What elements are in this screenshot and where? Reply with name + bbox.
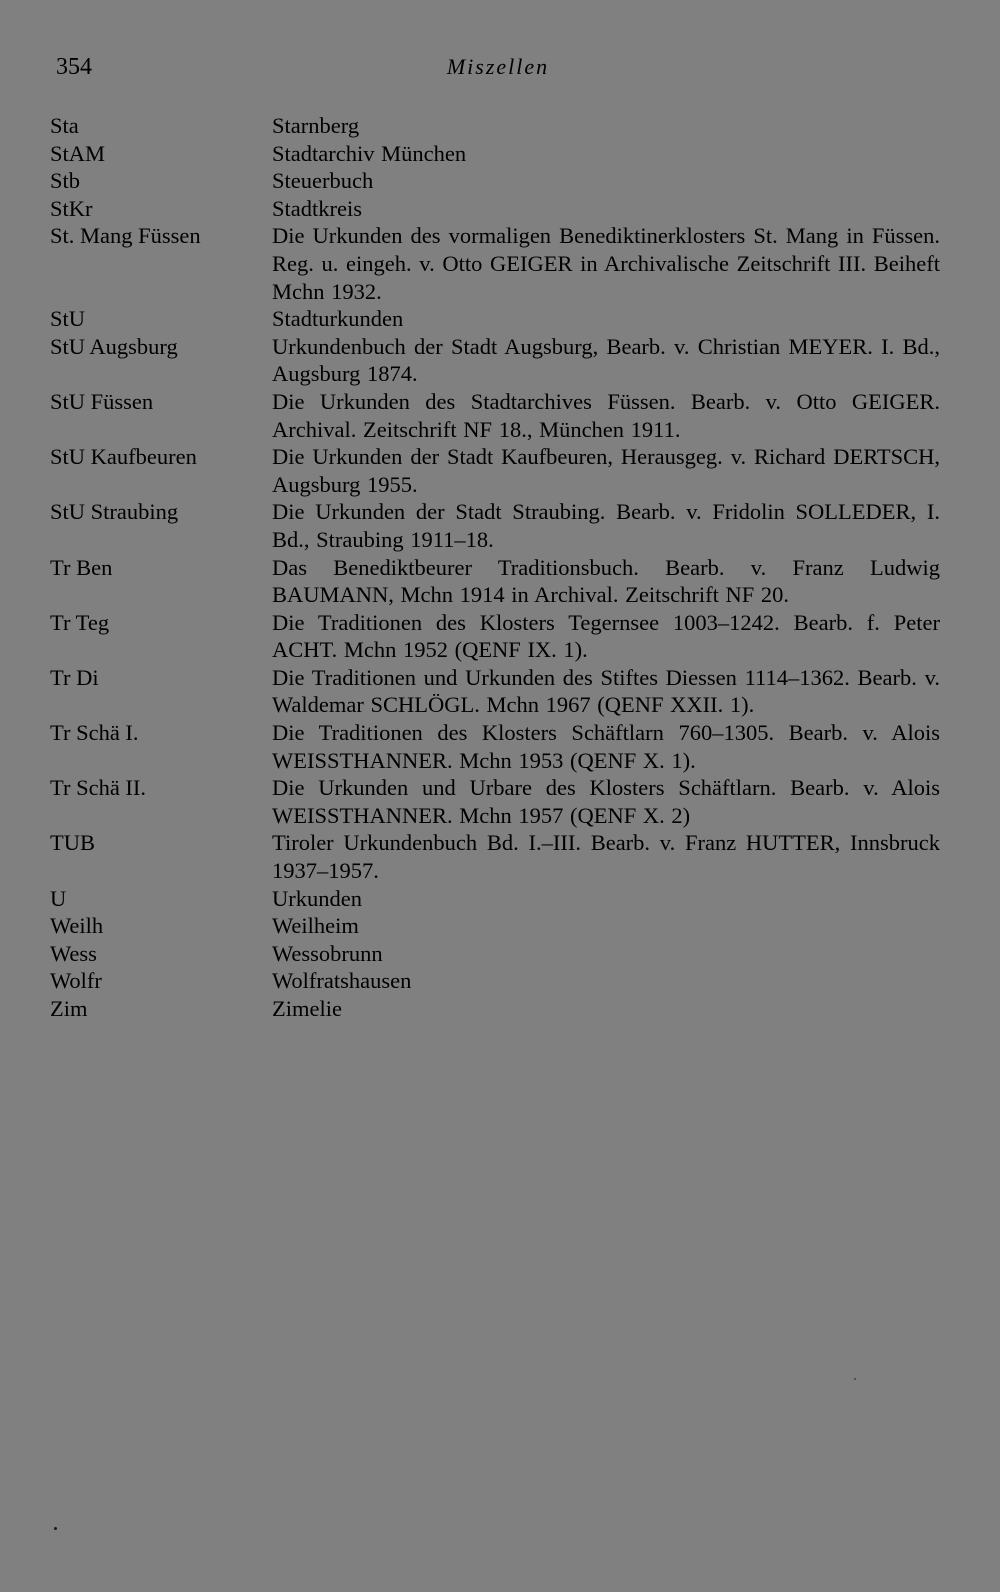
description: Die Urkunden der Stadt Kaufbeuren, Herausgeg. v. Richard DERTSCH, Augsburg 1955. [272, 444, 940, 497]
list-item [50, 912, 940, 940]
description: Starnberg [272, 113, 360, 138]
description: Wessobrunn [272, 940, 383, 966]
abbreviation: Wess [50, 940, 97, 966]
list-item [50, 195, 940, 223]
abbreviation: Weilh [50, 913, 104, 939]
abbreviation: Sta [50, 113, 79, 138]
abbreviation: St. Mang Füssen [50, 223, 201, 249]
description: Stadtarchiv München [272, 140, 467, 166]
description: Zimelie [272, 996, 342, 1021]
page-header [56, 54, 940, 88]
abbreviation: Zim [50, 996, 88, 1021]
list-item [50, 305, 940, 333]
description: Weilheim [272, 913, 359, 939]
list-item [50, 940, 940, 968]
abbreviation: StU Kaufbeuren [50, 444, 197, 470]
list-item [50, 140, 940, 168]
abbreviation: StU Straubing [50, 499, 179, 525]
abbreviation: StU Augsburg [50, 333, 178, 359]
description: Urkunden [272, 885, 362, 911]
list-item [50, 498, 940, 553]
abbreviation: StU Füssen [50, 388, 154, 414]
list-item [50, 609, 940, 664]
list-item [50, 967, 940, 995]
description: Die Urkunden des vormaligen Benediktinerklosters St. Mang in Füssen. Reg. u. eingeh. v. Otto GEIGER in Archivalische Zeitschrift III. Beiheft Mchn 1932. [272, 223, 940, 304]
description: Das Benediktbeurer Traditionsbuch. Bearb. v. Franz Ludwig BAUMANN, Mchn 1914 in Archival. Zeitschrift NF 20. [272, 554, 940, 608]
running-title: Miszellen [446, 54, 550, 79]
list-item [50, 443, 940, 498]
scan-speck [854, 1378, 856, 1380]
list-item [50, 388, 940, 443]
description: Stadtkreis [272, 195, 362, 221]
abbreviation: Tr Schä II. [50, 775, 147, 801]
abbreviation: TUB [50, 830, 95, 856]
abbreviation: Tr Di [50, 664, 99, 690]
description: Die Urkunden der Stadt Straubing. Bearb. v. Fridolin SOLLEDER, I. Bd., Straubing 1911–18. [272, 499, 940, 552]
abbreviation: Stb [50, 168, 81, 194]
list-item [50, 664, 940, 719]
list-item [50, 554, 940, 609]
list-item [50, 774, 940, 829]
description: Tiroler Urkundenbuch Bd. I.–III. Bearb. v. Franz HUTTER, Innsbruck 1937–1957. [272, 830, 940, 884]
abbreviation-list [50, 112, 940, 1023]
abbreviation: StKr [50, 195, 93, 221]
abbreviation: StU [50, 306, 86, 332]
list-item [50, 167, 940, 195]
description: Stadturkunden [272, 306, 404, 332]
list-item [50, 719, 940, 774]
description: Die Urkunden des Stadtarchives Füssen. Bearb. v. Otto GEIGER. Archival. Zeitschrift NF 18., München 1911. [272, 388, 940, 442]
list-item [50, 995, 940, 1023]
page-number: 354 [56, 54, 92, 80]
description: Urkundenbuch der Stadt Augsburg, Bearb. v. Christian MEYER. I. Bd., Augsburg 1874. [272, 333, 940, 387]
description: Die Urkunden und Urbare des Klosters Schäftlarn. Bearb. v. Alois WEISSTHANNER. Mchn 1957 (QENF X. 2) [272, 775, 940, 828]
description: Die Traditionen des Klosters Tegernsee 1003–1242. Bearb. f. Peter ACHT. Mchn 1952 (QENF IX. 1). [272, 609, 940, 663]
list-item [50, 222, 940, 305]
abbreviation: StAM [50, 140, 106, 166]
abbreviation: Tr Teg [50, 609, 110, 635]
list-item [50, 829, 940, 884]
description: Die Traditionen und Urkunden des Stiftes Diessen 1114–1362. Bearb. v. Waldemar SCHLÖGL. Mchn 1967 (QENF XXII. 1). [272, 664, 940, 718]
description: Wolfratshausen [272, 968, 412, 994]
scan-speck [54, 1527, 57, 1530]
abbreviation: Tr Ben [50, 554, 113, 580]
abbreviation: U [50, 885, 67, 911]
description: Steuerbuch [272, 168, 374, 194]
list-item [50, 112, 940, 140]
list-item [50, 885, 940, 913]
abbreviation: Wolfr [50, 968, 102, 994]
abbreviation: Tr Schä I. [50, 720, 139, 746]
description: Die Traditionen des Klosters Schäftlarn 760–1305. Bearb. v. Alois WEISSTHANNER. Mchn 1953 (QENF X. 1). [272, 720, 940, 773]
list-item [50, 333, 940, 388]
